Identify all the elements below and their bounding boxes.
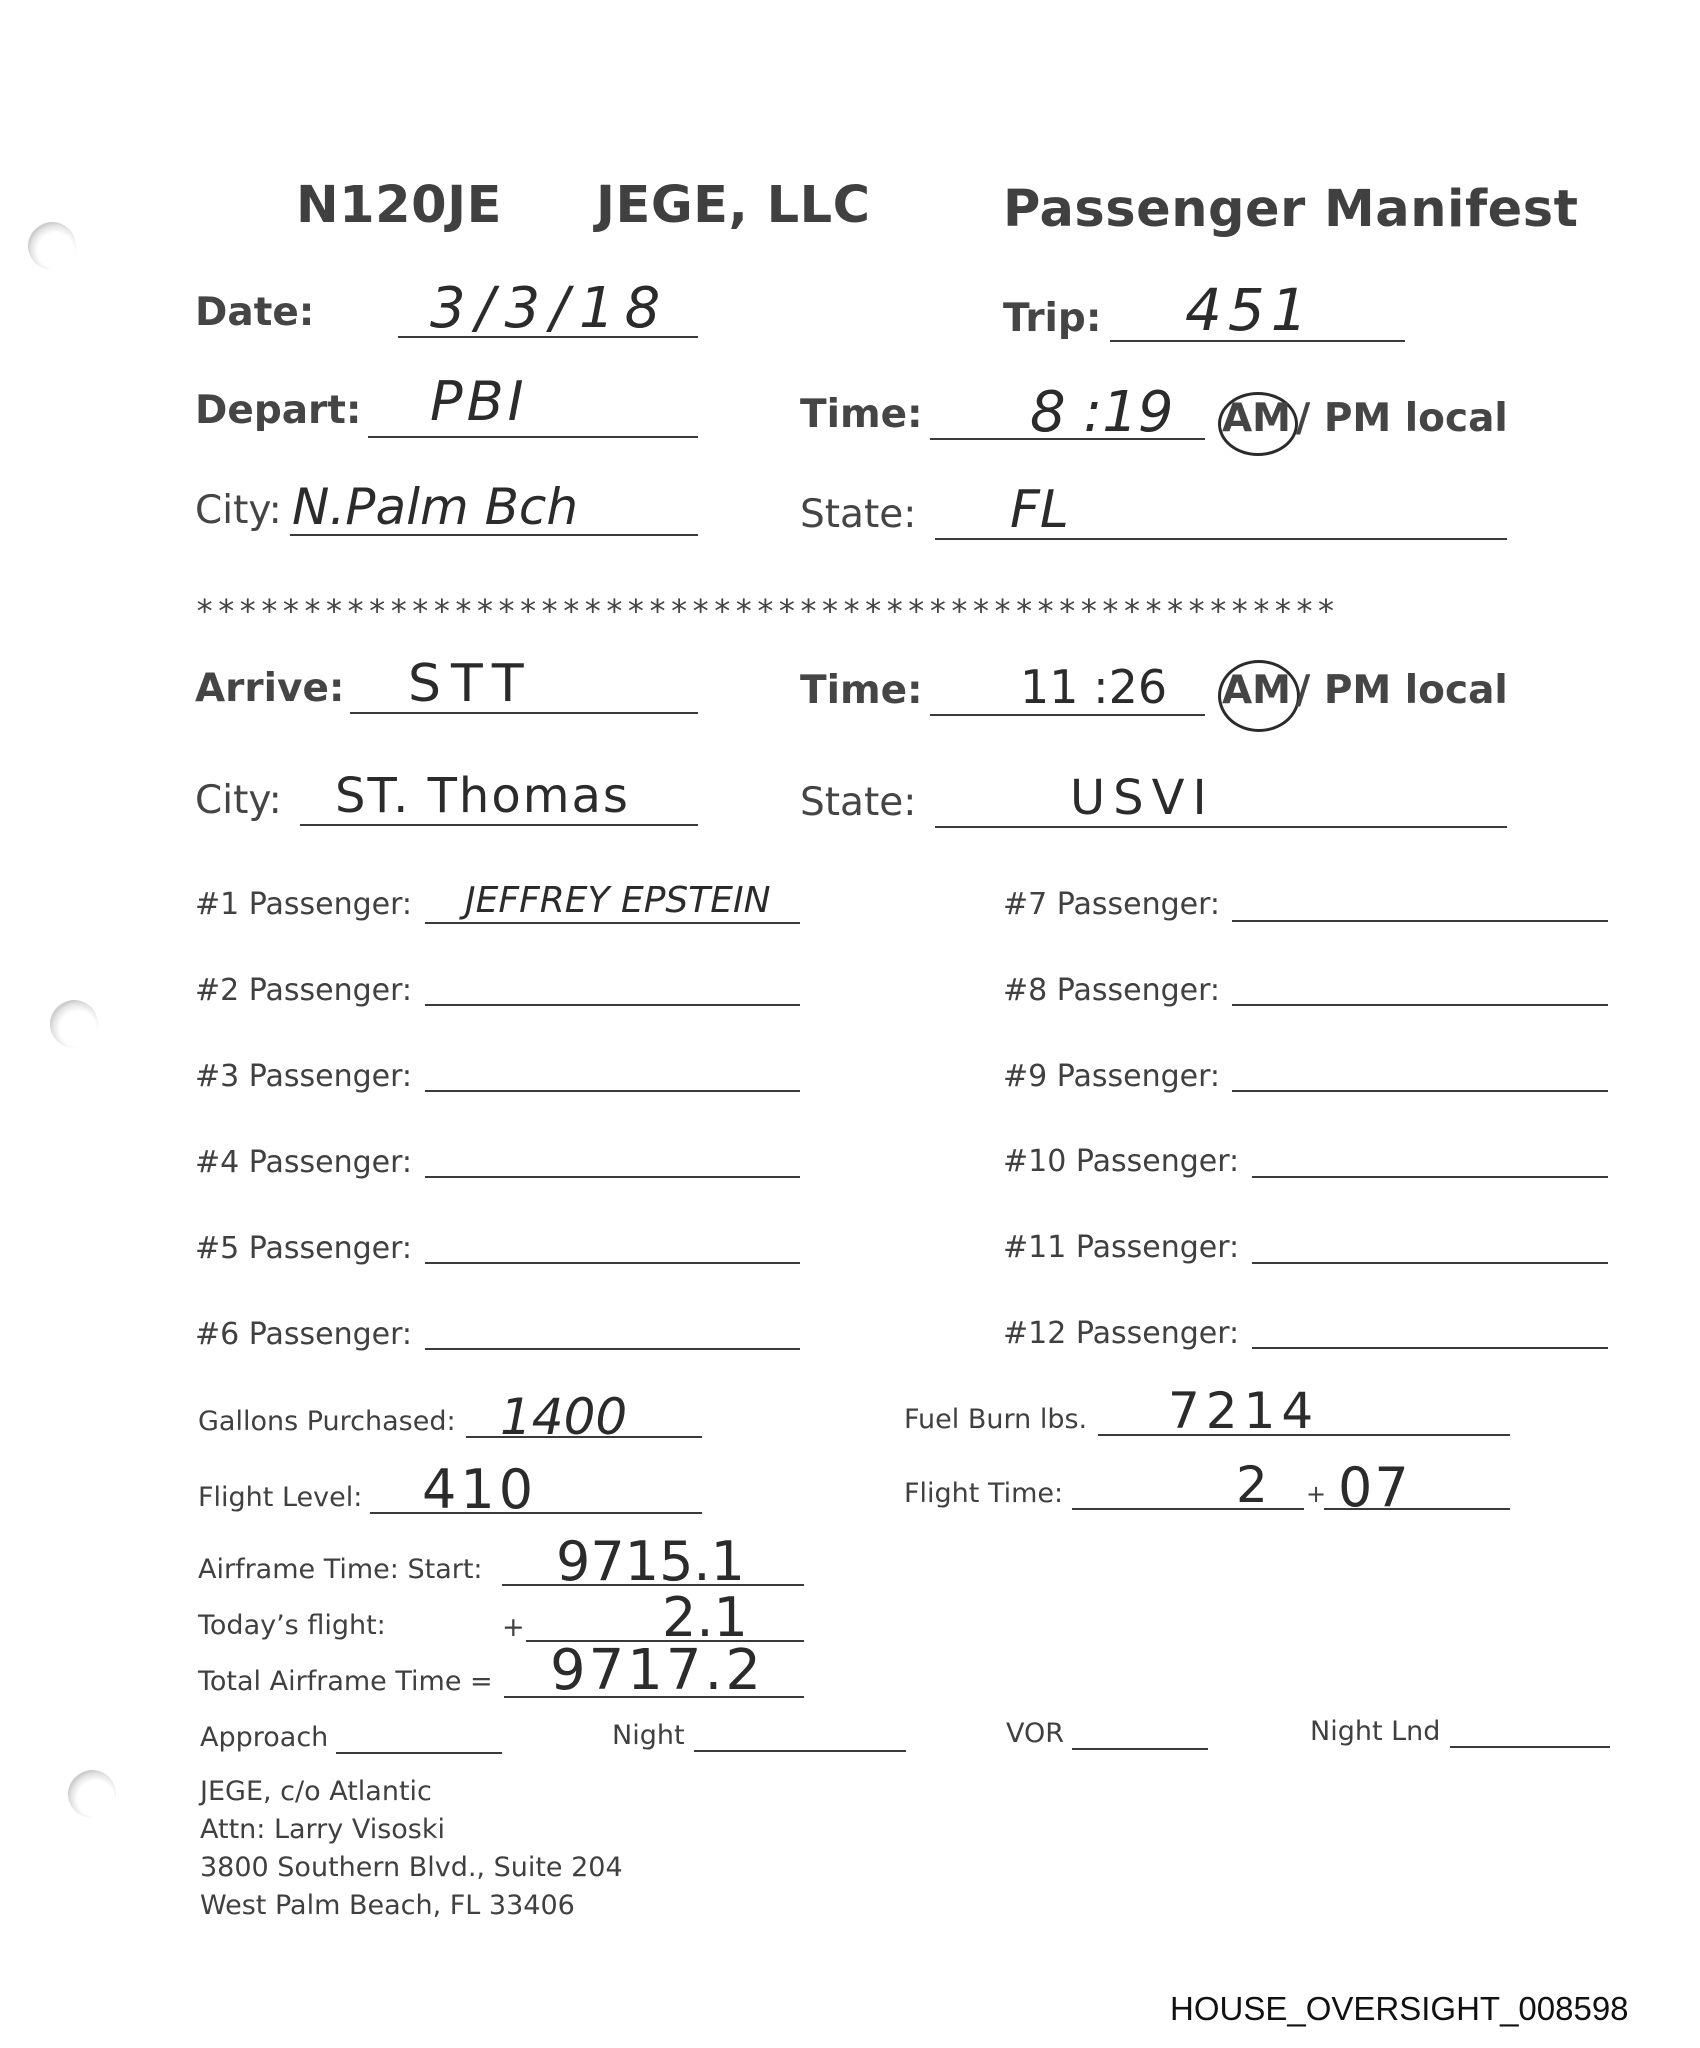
binder-hole-middle [50,1000,98,1048]
depart-time-value: 8 :19 [1030,380,1174,445]
passenger-6-field-line[interactable] [425,1348,800,1350]
fuel-burn-value: 7214 [1168,1382,1320,1440]
depart-pm-local-label[interactable]: / PM local [1296,396,1508,441]
gallons-purchased-label: Gallons Purchased: [198,1406,456,1437]
arrive-city-label: City: [195,778,282,823]
depart-state-value: FL [1010,480,1069,540]
arrive-city-field-line[interactable] [300,824,698,826]
arrive-am-label[interactable]: AM [1222,668,1291,713]
depart-am-label[interactable]: AM [1222,396,1291,441]
passenger-8-label: #8 Passenger: [1003,973,1221,1008]
depart-value: PBI [430,370,528,433]
arrive-state-value: USVI [1070,770,1215,826]
night-landing-label: Night Lnd [1310,1716,1441,1747]
flight-time-hours-value: 2 [1236,1456,1268,1514]
arrive-pm-local-label[interactable]: / PM local [1296,668,1508,713]
depart-field-line[interactable] [368,436,698,438]
night-landing-field-line[interactable] [1450,1746,1610,1748]
passenger-1-value: JEFFREY EPSTEIN [465,880,771,921]
flight-level-label: Flight Level: [198,1482,363,1513]
passenger-1-field-line[interactable] [425,922,800,924]
passenger-2-label: #2 Passenger: [195,973,413,1008]
arrive-label: Arrive: [195,666,345,711]
depart-city-value: N.Palm Bch [292,478,579,536]
passenger-5-label: #5 Passenger: [195,1231,413,1266]
passenger-3-label: #3 Passenger: [195,1059,413,1094]
passenger-8-field-line[interactable] [1232,1004,1608,1006]
depart-state-label: State: [800,492,917,537]
flight-time-hours-field-line[interactable] [1072,1508,1304,1510]
flight-time-separator: + [1306,1480,1327,1508]
arrive-state-label: State: [800,780,917,825]
flight-time-label: Flight Time: [904,1478,1064,1509]
airframe-start-value: 9715.1 [556,1530,745,1593]
todays-flight-value: 2.1 [662,1586,748,1649]
passenger-11-label: #11 Passenger: [1003,1230,1240,1265]
approach-label: Approach [200,1722,329,1753]
tail-number: N120JE [296,176,502,235]
trip-value: 451 [1185,276,1314,344]
passenger-12-field-line[interactable] [1252,1347,1608,1349]
passenger-10-field-line[interactable] [1252,1176,1608,1178]
approach-field-line[interactable] [336,1752,502,1754]
passenger-4-field-line[interactable] [425,1176,800,1178]
arrive-time-value: 11 :26 [1020,660,1168,714]
arrive-state-field-line[interactable] [935,826,1507,828]
separator-asterisks: ***************************************************** [195,592,1338,630]
passenger-9-label: #9 Passenger: [1003,1059,1221,1094]
passenger-4-label: #4 Passenger: [195,1145,413,1180]
address-line-3: 3800 Southern Blvd., Suite 204 [200,1852,623,1883]
date-label: Date: [195,290,315,335]
flight-level-value: 410 [422,1458,538,1521]
passenger-1-label: #1 Passenger: [195,887,413,922]
arrive-city-value: ST. Thomas [335,768,630,824]
passenger-5-field-line[interactable] [425,1262,800,1264]
flight-time-minutes-value: 07 [1338,1456,1411,1519]
form-title: Passenger Manifest [1003,180,1579,239]
passenger-12-label: #12 Passenger: [1003,1316,1240,1351]
arrive-time-field-line[interactable] [930,714,1205,716]
passenger-2-field-line[interactable] [425,1004,800,1006]
todays-flight-label: Today’s flight: [198,1610,386,1641]
date-value: 3/3/18 [430,276,671,341]
todays-flight-plus: + [502,1612,525,1643]
address-line-4: West Palm Beach, FL 33406 [200,1890,575,1921]
total-airframe-value: 9717.2 [550,1638,764,1703]
vor-label: VOR [1006,1718,1065,1749]
night-label: Night [612,1720,685,1751]
fuel-burn-label: Fuel Burn lbs. [904,1404,1088,1435]
depart-label: Depart: [195,388,362,433]
passenger-9-field-line[interactable] [1232,1090,1608,1092]
depart-time-label: Time: [800,392,923,437]
passenger-3-field-line[interactable] [425,1090,800,1092]
document-id-stamp: HOUSE_OVERSIGHT_008598 [1170,1990,1629,2027]
passenger-7-label: #7 Passenger: [1003,887,1221,922]
arrive-value: STT [408,654,534,714]
passenger-11-field-line[interactable] [1252,1262,1608,1264]
address-line-1: JEGE, c/o Atlantic [200,1776,432,1807]
airframe-start-label: Airframe Time: Start: [198,1554,483,1585]
binder-hole-bottom [68,1770,116,1818]
passenger-7-field-line[interactable] [1232,920,1608,922]
arrive-time-label: Time: [800,668,923,713]
vor-field-line[interactable] [1072,1748,1208,1750]
company-name: JEGE, LLC [596,176,871,235]
depart-city-label: City: [195,488,282,533]
gallons-purchased-value: 1400 [500,1388,628,1446]
passenger-6-label: #6 Passenger: [195,1317,413,1352]
address-line-2: Attn: Larry Visoski [200,1814,446,1845]
passenger-10-label: #10 Passenger: [1003,1144,1240,1179]
total-airframe-label: Total Airframe Time = [198,1666,493,1697]
night-field-line[interactable] [694,1750,906,1752]
trip-label: Trip: [1003,296,1102,341]
binder-hole-top [28,222,76,270]
